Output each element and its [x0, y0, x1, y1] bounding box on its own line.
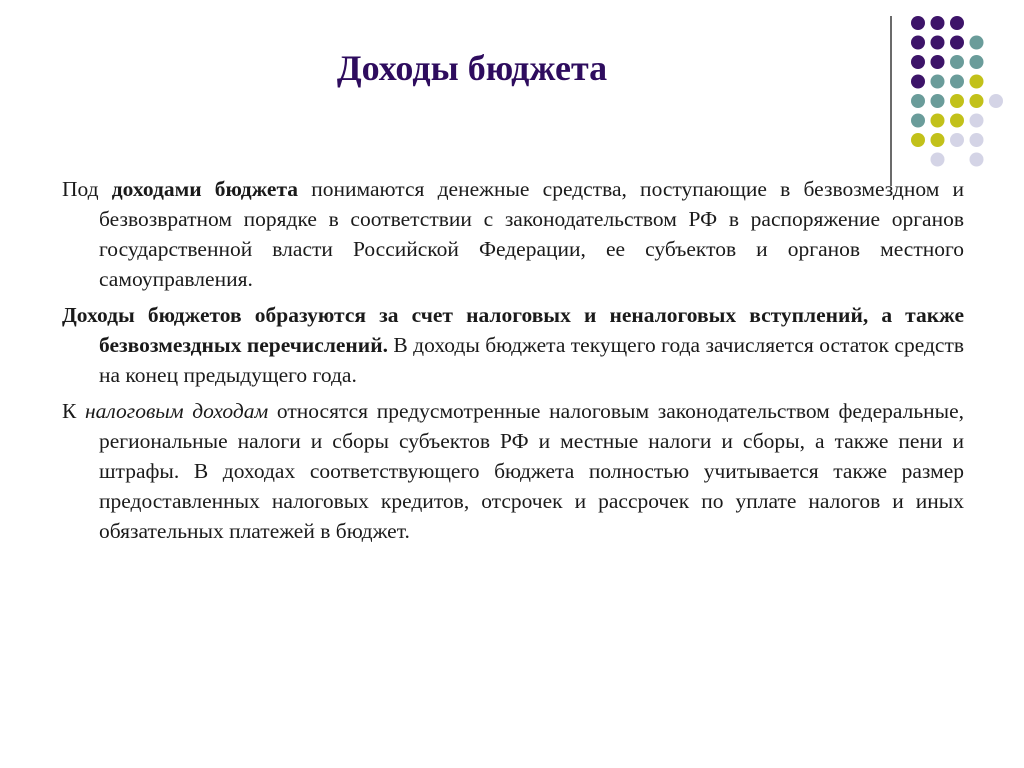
- decorative-dot: [950, 75, 964, 89]
- paragraph-segment: понимаются денежные средства, поступающие в безвозмездном и безвозвратном порядке в соответствии с законодательством РФ в распоряжение органов государственной власти Российской Федерации, ее субъектов и органов местного самоуправления.: [99, 177, 965, 291]
- decorative-dot: [970, 36, 984, 50]
- decorative-dot: [911, 114, 925, 128]
- paragraph-segment: В доходы бюджета текущего года зачисляется остаток средств на конец предыдущего года.: [99, 333, 965, 387]
- decorative-dot: [970, 114, 984, 128]
- paragraph-segment: К: [62, 399, 85, 423]
- decorative-dot: [950, 16, 964, 30]
- decorative-dot: [931, 133, 945, 147]
- decorative-dot: [989, 94, 1003, 108]
- paragraph-segment: Под: [62, 177, 112, 201]
- decorative-dot: [970, 75, 984, 89]
- decorative-dot: [911, 16, 925, 30]
- decorative-dot: [950, 94, 964, 108]
- decorative-dot: [950, 36, 964, 50]
- slide-title: Доходы бюджета: [336, 48, 608, 88]
- paragraph-2: [62, 300, 964, 390]
- decorative-dot: [970, 133, 984, 147]
- decorative-dot: [911, 133, 925, 147]
- paragraph-segment: налоговым доходам: [85, 399, 269, 423]
- divider-line: [890, 16, 892, 186]
- paragraph-segment: Доходы бюджетов образуются за счет налоговых и неналоговых вступлений, а также безвозмездных перечислений.: [62, 303, 964, 357]
- decorative-dot: [950, 133, 964, 147]
- decorative-dot: [931, 153, 945, 167]
- paragraph-segment: доходами бюджета: [111, 177, 299, 201]
- decorative-dot: [911, 94, 925, 108]
- decorative-dot-grid: [0, 0, 1024, 200]
- decorative-dot: [931, 94, 945, 108]
- paragraph-1: [62, 174, 964, 294]
- slide-body: [62, 174, 964, 552]
- decorative-dot: [950, 114, 964, 128]
- paragraph-segment: относятся предусмотренные налоговым законодательством федеральные, региональные налоги и сборы субъектов РФ и местные налоги и сборы, а также пени и штрафы. В доходах соответствующего бюджета полностью учитывается также размер предоставленных налоговых кредитов, отсрочек и рассрочек по уплате налогов и иных обязательных платежей в бюджет.: [99, 399, 964, 543]
- decorative-dot: [970, 153, 984, 167]
- decorative-dot: [970, 55, 984, 69]
- decorative-dot: [950, 55, 964, 69]
- decorative-dot: [970, 94, 984, 108]
- paragraph-3: [62, 396, 964, 546]
- decorative-dot: [931, 16, 945, 30]
- decorative-dot: [931, 114, 945, 128]
